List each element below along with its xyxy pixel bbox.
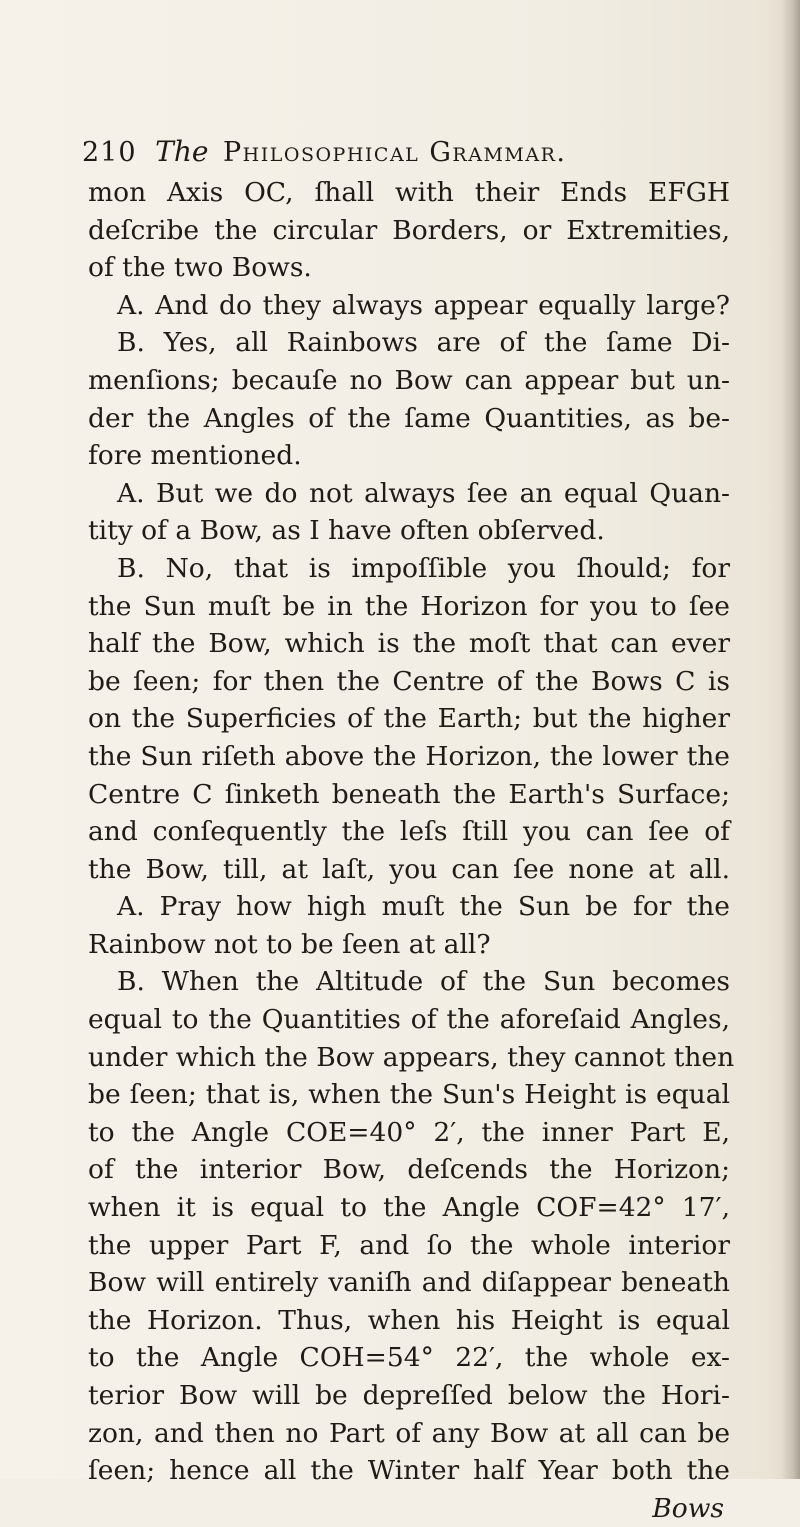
text-line: the Horizon. Thus, when his Height is equal xyxy=(88,1304,730,1336)
text-line: under which the Bow appears, they cannot then xyxy=(88,1041,735,1073)
text-line: the Bow, till, at laſt, you can ſee none at all. xyxy=(88,853,730,885)
text-line: be ſeen; for then the Centre of the Bows C is xyxy=(88,665,730,697)
text-line: to the Angle COH=54° 22′, the whole ex- xyxy=(88,1342,730,1374)
text-line: terior Bow will be depreſſed below the Hori- xyxy=(88,1380,730,1411)
text-line: mon Axis OC, ſhall with their Ends EFGH xyxy=(88,177,730,208)
text-line: tity of a Bow, as I have often obſerved. xyxy=(88,515,605,547)
text-line: the Sun muſt be in the Horizon for you to ſee xyxy=(88,590,730,622)
text-line: Centre C ſinketh beneath the Earth's Surface; xyxy=(88,778,730,810)
text-line: Bow will entirely vaniſh and diſappear beneath xyxy=(88,1267,730,1299)
text-line: on the Superficies of the Earth; but the higher xyxy=(88,703,730,735)
text-line: of the interior Bow, deſcends the Horizon; xyxy=(88,1154,730,1186)
text-line: deſcribe the circular Borders, or Extremities, xyxy=(88,214,730,246)
text-line: A. But we do not always ſee an equal Quan- xyxy=(117,477,730,509)
page-edge-shadow xyxy=(782,0,800,1479)
text-line: be ſeen; that is, when the Sun's Height is equal xyxy=(88,1079,730,1111)
text-line: ſeen; hence all the Winter half Year both the xyxy=(88,1455,730,1487)
text-line: A. And do they always appear equally large? xyxy=(117,289,730,321)
text-line: the Sun riſeth above the Horizon, the lower the xyxy=(88,740,730,772)
text-line: fore mentioned. xyxy=(88,440,302,472)
text-line: Rainbow not to be ſeen at all? xyxy=(88,928,491,960)
text-line: equal to the Quantities of the aforeſaid Angles, xyxy=(88,1004,730,1036)
catchword: Bows xyxy=(652,1492,724,1524)
text-line: the upper Part F, and ſo the whole interior xyxy=(88,1229,730,1261)
header-title-article: The xyxy=(155,135,209,168)
text-line: to the Angle COE=40° 2′, the inner Part E, xyxy=(88,1116,730,1148)
text-line: der the Angles of the ſame Quantities, as be- xyxy=(88,402,730,434)
text-line: B. No, that is impoſſible you ſhould; for xyxy=(117,552,730,584)
running-header xyxy=(82,132,722,173)
page-number: 210 xyxy=(82,137,137,168)
text-line: when it is equal to the Angle COF=42° 17′, xyxy=(88,1192,730,1224)
text-line: zon, and then no Part of any Bow at all can be xyxy=(88,1417,730,1449)
text-line: and conſequently the leſs ſtill you can ſee of xyxy=(88,816,730,848)
text-line: B. Yes, all Rainbows are of the ſame Di- xyxy=(117,327,730,359)
text-line: A. Pray how high muſt the Sun be for the xyxy=(117,891,730,923)
text-line: menſions; becauſe no Bow can appear but un- xyxy=(88,364,730,396)
body-text xyxy=(88,174,735,1527)
header-title: Philosophical Grammar. xyxy=(223,137,567,168)
text-line: half the Bow, which is the moſt that can ever xyxy=(88,628,730,660)
text-line: B. When the Altitude of the Sun becomes xyxy=(117,966,730,998)
text-line: of the two Bows. xyxy=(88,252,312,284)
